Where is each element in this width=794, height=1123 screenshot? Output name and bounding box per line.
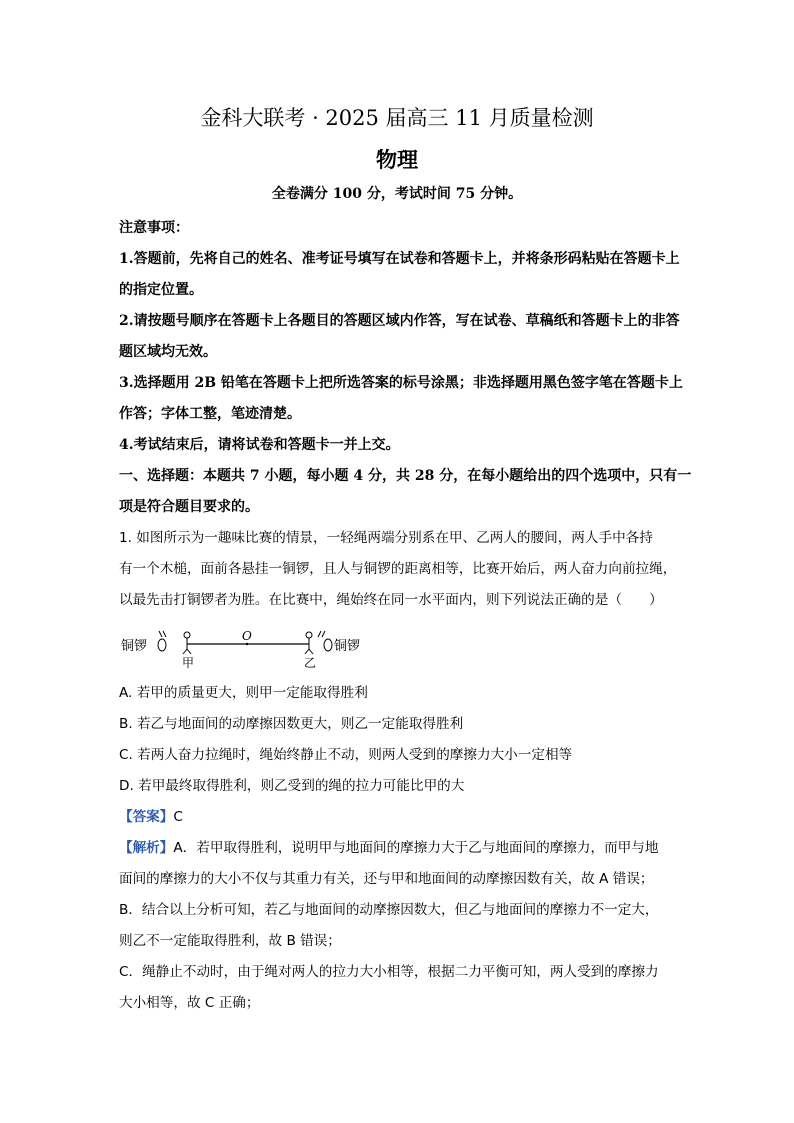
- analysis-line-2: 面间的摩擦力的大小不仅与其重力有关，还与甲和地面间的动摩擦因数有关，故 A 错误；: [119, 871, 654, 887]
- notes-heading: 注意事项：: [119, 220, 189, 236]
- rope-center-point: [246, 643, 248, 645]
- left-mallet-icon: [159, 631, 166, 637]
- q1-stem-line-1: 1. 如图所示为一趣味比赛的情景，一轻绳两端分别系在甲、乙两人的腰间，两人手中各持: [119, 530, 653, 546]
- question-1-stem: [119, 523, 679, 616]
- right-gong-icon: [324, 639, 332, 651]
- analysis-text-1: A．若甲取得胜利，说明甲与地面间的摩擦力大于乙与地面间的摩擦力，而甲与地: [173, 840, 659, 856]
- left-gong-label: 铜锣: [121, 639, 148, 654]
- person-b-label: 乙: [304, 656, 317, 670]
- q1-stem-line-3: 以最先击打铜锣者为胜。在比赛中，绳始终在同一水平面内，则下列说法正确的是（ ）: [119, 592, 663, 608]
- note-2-line-1: 2.请按题号顺序在答题卡上各题目的答题区域内作答，写在试卷、草稿纸和答题卡上的非答: [119, 313, 680, 329]
- note-2-line-2: 题区域均无效。: [119, 344, 217, 360]
- analysis-line-1: [119, 833, 679, 864]
- exam-title: 金科大联考 · 2025 届高三 11 月质量检测: [200, 106, 594, 130]
- question-1-options: [119, 678, 679, 1019]
- analysis-line-5: C．绳静止不动时，由于绳对两人的拉力大小相等，根据二力平衡可知，两人受到的摩擦力: [119, 964, 659, 980]
- option-b: B. 若乙与地面间的动摩擦因数更大，则乙一定能取得胜利: [119, 716, 464, 732]
- note-1-line-2: 的指定位置。: [119, 282, 203, 298]
- right-gong-label: 铜锣: [334, 639, 361, 654]
- section-1-heading-line-1: 一、选择题：本题共 7 小题，每小题 4 分，共 28 分，在每小题给出的四个选项中，只有一: [119, 468, 692, 484]
- right-mallet-icon: [318, 631, 325, 637]
- answer-line: [119, 802, 679, 833]
- full-score-note: 全卷满分 100 分，考试时间 75 分钟。: [271, 186, 523, 202]
- center-label: O: [242, 629, 252, 643]
- notes-block: [119, 213, 692, 523]
- note-1-line-1: 1.答题前，先将自己的姓名、准考证号填写在试卷和答题卡上，并将条形码粘贴在答题卡上: [119, 251, 680, 267]
- analysis-line-4: 则乙不一定能取得胜利，故 B 错误；: [119, 933, 341, 949]
- note-4: 4.考试结束后，请将试卷和答题卡一并上交。: [119, 437, 400, 453]
- option-a: A. 若甲的质量更大，则甲一定能取得胜利: [119, 685, 368, 701]
- answer-value: C: [173, 809, 183, 825]
- person-a-icon: [183, 632, 191, 654]
- person-b-icon: [305, 632, 313, 654]
- tug-of-war-figure: [119, 622, 379, 670]
- analysis-line-6: 大小相等，故 C 正确；: [119, 995, 260, 1011]
- option-c: C. 若两人奋力拉绳时，绳始终静止不动，则两人受到的摩擦力大小一定相等: [119, 747, 573, 763]
- answer-tag: 【答案】: [119, 809, 174, 825]
- analysis-line-3: B．结合以上分析可知，若乙与地面间的动摩擦因数大，但乙与地面间的摩擦力不一定大，: [119, 902, 659, 918]
- analysis-tag: 【解析】: [119, 840, 174, 856]
- tug-of-war-diagram: [119, 622, 379, 670]
- person-a-label: 甲: [182, 656, 195, 670]
- option-d: D. 若甲最终取得胜利，则乙受到的绳的拉力可能比甲的大: [119, 778, 465, 794]
- note-3-line-2: 作答；字体工整，笔迹清楚。: [119, 406, 301, 422]
- note-3-line-1: 3.选择题用 2B 铅笔在答题卡上把所选答案的标号涂黑；非选择题用黑色签字笔在答题卡上: [119, 375, 683, 391]
- subject-title: 物理: [376, 147, 418, 172]
- section-1-heading-line-2: 项是符合题目要求的。: [119, 499, 259, 515]
- q1-stem-line-2: 有一个木槌，面前各悬挂一铜锣，且人与铜锣的距离相等，比赛开始后，两人奋力向前拉绳，: [119, 561, 677, 577]
- left-gong-icon: [158, 639, 166, 651]
